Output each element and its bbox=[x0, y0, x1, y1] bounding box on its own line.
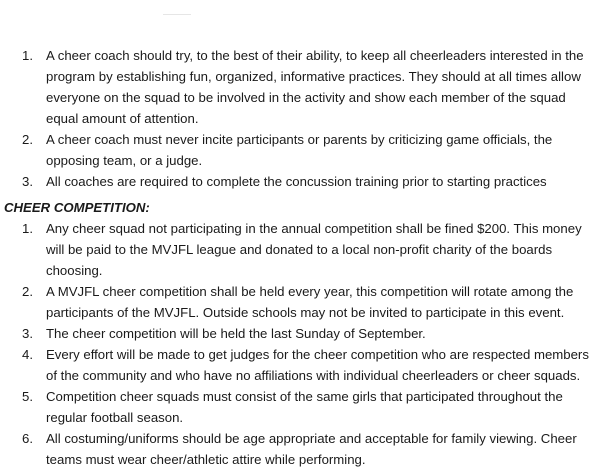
competition-rule-item bbox=[0, 344, 600, 386]
list-item-text: Any cheer squad not participating in the annual competition shall be fined $200. This money will be paid to the MVJFL league and donated to a local non-profit charity of the boards choosing. bbox=[46, 221, 582, 278]
list-item-text: A cheer coach should try, to the best of their ability, to keep all cheerleaders interested in the program by establishing fun, organized, informative practices. They should at all times allow everyone on the squad to be involved in the activity and show each member of the squad equal amount of attention. bbox=[46, 48, 584, 126]
coach-rule-item bbox=[0, 45, 600, 129]
list-item-text: A cheer coach must never incite participants or parents by criticizing game officials, the opposing team, or a judge. bbox=[46, 132, 553, 168]
coach-rule-item bbox=[0, 129, 600, 171]
list-number: 5. bbox=[22, 389, 33, 404]
competition-rule-item bbox=[0, 386, 600, 428]
coach-rule-item bbox=[0, 171, 600, 192]
list-item-text: All costuming/uniforms should be age appropriate and acceptable for family viewing. Cheer teams must wear cheer/athletic attire while performing. bbox=[46, 431, 577, 467]
competition-rule-item bbox=[0, 281, 600, 323]
coach-rules-list bbox=[0, 45, 600, 192]
list-number: 2. bbox=[22, 132, 33, 147]
list-number: 1. bbox=[22, 221, 33, 236]
list-number: 4. bbox=[22, 347, 33, 362]
list-number: 3. bbox=[22, 174, 33, 189]
competition-rule-item bbox=[0, 323, 600, 344]
competition-rule-item bbox=[0, 218, 600, 281]
competition-rule-item bbox=[0, 428, 600, 470]
document-body bbox=[0, 45, 600, 470]
competition-rules-list bbox=[0, 218, 600, 470]
list-number: 1. bbox=[22, 48, 33, 63]
list-item-text: The cheer competition will be held the last Sunday of September. bbox=[46, 326, 426, 341]
section-heading-cheer-competition: CHEER COMPETITION: bbox=[4, 200, 150, 215]
list-number: 3. bbox=[22, 326, 33, 341]
list-item-text: A MVJFL cheer competition shall be held every year, this competition will rotate among the participants of the MVJFL. Outside schools may not be invited to participate in this event. bbox=[46, 284, 574, 320]
list-number: 6. bbox=[22, 431, 33, 446]
page-edge-mark bbox=[163, 14, 191, 15]
list-item-text: Every effort will be made to get judges for the cheer competition who are respected members of the community and who have no affiliations with individual cheerleaders or cheer squads. bbox=[46, 347, 589, 383]
list-item-text: All coaches are required to complete the concussion training prior to starting practices bbox=[46, 174, 547, 189]
list-number: 2. bbox=[22, 284, 33, 299]
list-item-text: Competition cheer squads must consist of the same girls that participated throughout the regular football season. bbox=[46, 389, 563, 425]
